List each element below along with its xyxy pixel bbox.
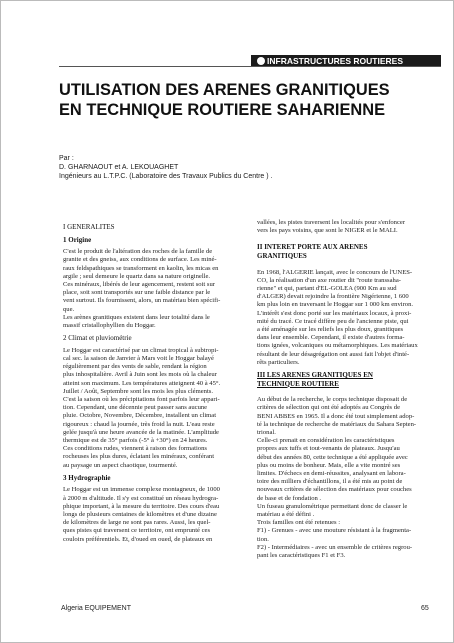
heading-line: II INTERET PORTE AUX ARENES [257, 243, 368, 252]
interet-paragraph [257, 269, 429, 367]
sub-hydrographie-heading: 3 Hydrographie [63, 473, 111, 482]
continuation-paragraph [257, 219, 429, 235]
text-line: Un fuseau granulométrique permettant donc de classer le [257, 502, 408, 510]
header-rule [59, 66, 441, 67]
text-line: vallées, les pistes traversent les localités pour s'enfoncer [257, 219, 406, 226]
heading-line: III LES ARENES GRANITIQUES EN [257, 371, 373, 380]
heading-line: GRANITIQUES [257, 252, 307, 260]
text-line: vers les pays voisins, que sont le NIGER et le MALI. [257, 227, 398, 235]
text-line: C'est le produit de l'altération des roches de la famille de [63, 248, 213, 256]
text-line: raux feldspathiques se transforment en kaolin, les micas en [63, 264, 219, 272]
text-line: Les arènes granitiques existent dans leur totalité dans le [63, 313, 210, 321]
text-line: BENI ABBES en 1965. Il a donc été tout simplement adop- [257, 412, 415, 420]
text-line: Au début de la recherche, le corps technique disposait de [257, 396, 408, 404]
text-line: matériau a été défini . [257, 511, 315, 519]
text-line: té la technique de recherche de matériaux du Sahara Septen- [257, 420, 417, 428]
right-column [257, 219, 429, 564]
arenes-paragraph [257, 396, 429, 560]
text-line: propres aux tuffs et tout-venants de plateaux. Jusqu'au [257, 445, 400, 453]
text-line: Trois familles ont été retenues : [257, 519, 341, 527]
section-interet-heading [257, 243, 429, 260]
text-line: vent surtout. Ils fournissent, alors, un matériau bien spécifi- [63, 297, 221, 305]
byline [59, 154, 444, 181]
text-line: rigoureux : chaud la journée, très froid la nuit. L'eau reste [63, 420, 215, 428]
text-line: En 1968, l'ALGERIE lançait, avec le concours de l'UNES- [257, 268, 413, 276]
text-line: début des années 80, cette technique a été appliquée avec [257, 453, 408, 461]
text-line: tions ignées, volcaniques ou métamorphiques. Les matériaux [257, 342, 418, 350]
journal-name: Algeria EQUIPEMENT [61, 605, 132, 612]
text-line: de kilomètres de large ne sont pas rares. Aussi, les quel- [63, 519, 211, 527]
text-line: toire des milliers d'échantillons, il a été mis au point de [257, 478, 403, 486]
text-line: C'est la saison où les précipitations font parfois leur appari- [63, 396, 220, 404]
text-line: thermique est de 35° parfois (-5° à +30°) en 24 heures. [63, 437, 208, 445]
text-line: trional. [257, 429, 276, 437]
text-line: au paysage un aspect chaotique, tourmenté. [63, 461, 178, 469]
text-line: gelée jusqu'à une heure avancée de la matinée. L'amplitude [63, 428, 219, 436]
text-line: couloirs préférentiels. Et, d'oued en oued, de plateaux en [63, 535, 213, 543]
title-line-2: EN TECHNIQUE ROUTIERE SAHARIENNE [59, 101, 386, 119]
text-line: massif cristallophyllien du Hoggar. [63, 322, 156, 330]
by-label: Par : [59, 155, 74, 162]
text-line: pant les caractéristiques F1 et F3. [257, 552, 346, 560]
heading-line: TECHNIQUE ROUTIERE [257, 379, 339, 388]
text-line: L'intérêt s'est donc porté sur les matériaux locaux, à proxi- [257, 309, 412, 317]
text-line: argile ; seul demeure le quartz dans sa nature originelle. [63, 272, 211, 280]
text-line: atteint son maximum. Les températures atteignent 40 à 45°. [63, 379, 221, 387]
text-line: dans leur ensemble. Cependant, il existe d'autres forma- [257, 334, 405, 342]
text-line: rocheuses les plus dures, éclatant les minéraux, conférant [63, 453, 215, 461]
text-line: limites. D'échecs en demi-réussites, analysant en labora- [257, 470, 406, 478]
text-line: rienne" et qui, partant d'EL-GOLEA (900 Km au sud [257, 285, 397, 292]
text-line: Le Hoggar est caractérisé par un climat tropical à subtropi- [63, 346, 219, 354]
text-line: cal sec. la saison de Janvier à Mars voit le Hoggar balayé [63, 355, 214, 363]
text-line: tion. [257, 535, 269, 543]
text-line: plus ou moins de bonheur. Mais, elle a vite montré ses [257, 461, 401, 469]
left-column [63, 223, 235, 548]
text-line: km plus loin en traversant le Hoggar sur 1 000 km environ. [257, 301, 414, 309]
text-line: longs de plusieurs centaines de kilomètres et d'une dizaine [63, 511, 217, 519]
text-line: a été aménagée sur les reliefs les plus doux, granitiques [257, 326, 404, 334]
section-generalites-heading: I GENERALITES [63, 223, 115, 231]
text-line: Juillet / Août, Septembre sont les mois les plus cléments. [63, 387, 213, 395]
text-line: place, soit sont transportés sur une faible distance par le [63, 289, 211, 297]
text-line: nouveaux critères de sélection des matériaux pour couches [257, 486, 412, 494]
text-line: rêts particuliers. [257, 358, 300, 366]
text-line: ques pistes qui traversent ce territoire, ont emprunté ces [63, 527, 211, 535]
bullet-icon [257, 57, 265, 65]
text-line: que. [63, 305, 75, 313]
title-line-1: UTILISATION DES ARENES GRANITIQUES [59, 81, 390, 99]
text-line: tion. Cependant, une décennie peut passer sans aucune [63, 404, 208, 412]
text-line: pluie. Octobre, Novembre, Décembre, installent un climat [63, 412, 217, 420]
text-line: à 2000 m d'altitude. Il s'y est constitué un réseau hydrogra- [63, 494, 219, 502]
banner-label: INFRASTRUCTURES ROUTIERES [267, 56, 404, 66]
text-line: Ces conditions rudes, viennent à raison des formations [63, 445, 207, 453]
sub-climat-heading: 2 Climat et pluviométrie [63, 334, 132, 343]
text-line: de base et de fondation . [257, 494, 322, 502]
text-line: d'ALGER) devait rejoindre la frontière Nigérienne, 1 600 [257, 293, 409, 301]
text-line: F1) - Grenues - avec une mouture résistant à la fragmenta- [257, 527, 412, 535]
text-line: F2) - Intermédiaires - avec un ensemble de critères regrou- [257, 543, 413, 551]
text-line: régulièrement par des vents de sable, rendant la région [63, 363, 207, 371]
origine-paragraph [63, 248, 235, 330]
climat-paragraph [63, 347, 235, 470]
hydro-paragraph [63, 486, 235, 543]
text-line: granite et des gneiss, aux conditions de surface. Les miné- [63, 256, 217, 264]
affiliation: Ingénieurs au L.T.P.C. (Laboratoire des Travaux Publics du Centre ) . [59, 173, 273, 180]
sub-origine-heading: 1 Origine [63, 235, 92, 244]
text-line: résultant de leur désagrégation ont aussi fait l'objet d'inté- [257, 350, 410, 358]
text-line: mité du tracé. Ce tracé diffère peu de l'ancienne piste, qui [257, 317, 409, 325]
text-line: Celle-ci prenait en considération les caractéristiques [257, 437, 395, 445]
text-line: critères de sélection qui ont été adoptés au Congrès de [257, 404, 400, 412]
text-line: Le Hoggar est un immense complexe montagneux, de 1000 [63, 486, 220, 494]
text-line: phique important, à la mesure du territoire. Des cours d'eau [63, 502, 220, 510]
authors: D. GHARNAOUT et A. LEKOUAGHET [59, 164, 179, 171]
text-line: Ces minéraux, libérés de leur agencement, restent soit sur [63, 281, 215, 288]
text-line: plus inhospitalière. Avril à Juin sont les mois où la chaleur [63, 371, 217, 379]
section-arenes-heading [257, 371, 429, 388]
text-line: CO, la réalisation d'un axe routier dit "route transsaha- [257, 276, 401, 284]
page-number: 65 [421, 605, 429, 612]
article-title [59, 80, 444, 120]
